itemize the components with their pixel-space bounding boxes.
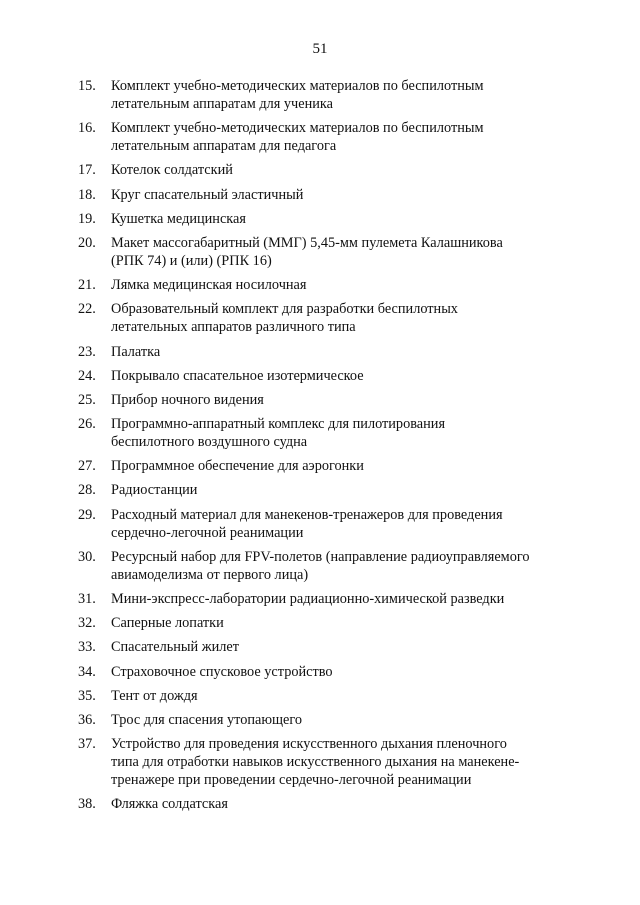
- list-item-number: 21.: [78, 277, 96, 294]
- list-item-text: [111, 506, 578, 542]
- list-item: [78, 457, 578, 475]
- list-item-text-line: Спасательный жилет: [111, 639, 240, 656]
- list-item: [78, 590, 578, 608]
- list-item: [78, 687, 578, 705]
- list-item-text-line: авиамоделизма от первого лица): [111, 566, 309, 583]
- list-item-text-line: Мини-экспресс-лаборатории радиационно-химической разведки: [111, 591, 505, 607]
- list-item: [78, 391, 578, 409]
- list-item-text-line: Кушетка медицинская: [111, 210, 246, 227]
- list-item-text-line: сердечно-легочной реанимации: [111, 524, 304, 541]
- equipment-list: [78, 77, 578, 820]
- list-item-text: [111, 161, 578, 179]
- list-item-text: [111, 300, 578, 336]
- list-item: [78, 638, 578, 656]
- list-item-number: 17.: [78, 162, 96, 179]
- list-item: [78, 300, 578, 336]
- list-item-text-line: Страховочное спусковое устройство: [111, 663, 333, 680]
- list-item-text: [111, 590, 578, 608]
- list-item: [78, 119, 578, 155]
- list-item: [78, 343, 578, 361]
- list-item-number: 31.: [78, 591, 96, 607]
- list-item-text: [111, 343, 578, 361]
- list-item-number: 19.: [78, 210, 96, 227]
- list-item: [78, 77, 578, 113]
- list-item-text: [111, 210, 578, 228]
- list-item-text: [111, 638, 578, 656]
- list-item-text: [111, 77, 578, 113]
- list-item-text: [111, 234, 578, 270]
- list-item-number: 26.: [78, 416, 96, 433]
- list-item-text-line: Макет массогабаритный (ММГ) 5,45-мм пулемета Калашникова: [111, 234, 503, 251]
- list-item-text: [111, 186, 578, 204]
- list-item-text-line: летательным аппаратам для ученика: [111, 96, 333, 112]
- list-item-text: [111, 687, 578, 705]
- list-item: [78, 614, 578, 632]
- list-item-number: 38.: [78, 796, 96, 813]
- list-item-text: [111, 481, 578, 499]
- list-item-text-line: Фляжка солдатская: [111, 796, 228, 813]
- list-item-number: 33.: [78, 639, 96, 656]
- list-item-number: 22.: [78, 301, 96, 318]
- list-item-number: 32.: [78, 615, 96, 632]
- list-item-text-line: Ресурсный набор для FPV-полетов (направление радиоуправляемого: [111, 548, 530, 565]
- list-item-text: [111, 276, 578, 294]
- list-item: [78, 711, 578, 729]
- list-item: [78, 210, 578, 228]
- list-item-text-line: Саперные лопатки: [111, 615, 224, 632]
- list-item-number: 23.: [78, 343, 96, 360]
- list-item: [78, 161, 578, 179]
- list-item-text-line: (РПК 74) и (или) (РПК 16): [111, 252, 272, 269]
- list-item: [78, 795, 578, 813]
- list-item-text: [111, 795, 578, 813]
- list-item: [78, 481, 578, 499]
- list-item-text-line: Устройство для проведения искусственного дыхания пленочного: [111, 736, 507, 753]
- list-item-number: 18.: [78, 186, 96, 203]
- list-item-text: [111, 711, 578, 729]
- list-item-text-line: Покрывало спасательное изотермическое: [111, 367, 364, 384]
- list-item: [78, 276, 578, 294]
- list-item: [78, 506, 578, 542]
- list-item-text: [111, 457, 578, 475]
- list-item-text: [111, 415, 578, 451]
- list-item-text-line: летательных аппаратов различного типа: [111, 319, 356, 336]
- list-item-number: 34.: [78, 663, 96, 680]
- list-item-text-line: Комплект учебно-методических материалов по беспилотным: [111, 120, 484, 137]
- list-item-number: 16.: [78, 120, 96, 137]
- list-item-text-line: Круг спасательный эластичный: [111, 186, 304, 203]
- list-item-text-line: Котелок солдатский: [111, 162, 233, 179]
- list-item-text-line: Радиостанции: [111, 482, 198, 499]
- list-item: [78, 735, 578, 789]
- list-item-text: [111, 548, 578, 584]
- list-item-number: 15.: [78, 78, 96, 94]
- list-item: [78, 367, 578, 385]
- list-item: [78, 186, 578, 204]
- list-item: [78, 663, 578, 681]
- list-item-number: 37.: [78, 736, 96, 753]
- list-item-text: [111, 367, 578, 385]
- list-item-text: [111, 663, 578, 681]
- list-item-number: 29.: [78, 506, 96, 523]
- list-item-text-line: Лямка медицинская носилочная: [111, 277, 307, 294]
- list-item-text: [111, 735, 578, 789]
- list-item-text: [111, 391, 578, 409]
- list-item-text-line: Комплект учебно-методических материалов по беспилотным: [111, 78, 484, 94]
- list-item-text-line: Образовательный комплект для разработки беспилотных: [111, 301, 458, 318]
- list-item-text-line: типа для отработки навыков искусственного дыхания на манекене-: [111, 754, 520, 771]
- list-item-text-line: Палатка: [111, 343, 161, 360]
- list-item-text: [111, 119, 578, 155]
- list-item-number: 28.: [78, 482, 96, 499]
- list-item: [78, 415, 578, 451]
- list-item: [78, 234, 578, 270]
- list-item-text-line: Программное обеспечение для аэрогонки: [111, 458, 364, 475]
- list-item: [78, 548, 578, 584]
- list-item-number: 24.: [78, 367, 96, 384]
- list-item-number: 20.: [78, 234, 96, 251]
- list-item-text-line: Расходный материал для манекенов-тренажеров для проведения: [111, 506, 503, 523]
- list-item-number: 36.: [78, 711, 96, 728]
- list-item-text-line: летательным аппаратам для педагога: [111, 138, 337, 155]
- list-item-number: 30.: [78, 548, 96, 565]
- list-item-text-line: Прибор ночного видения: [111, 391, 264, 408]
- list-item-text-line: тренажере при проведении сердечно-легочной реанимации: [111, 772, 472, 789]
- list-item-text-line: Тент от дождя: [111, 687, 198, 704]
- list-item-text-line: Программно-аппаратный комплекс для пилотирования: [111, 416, 446, 433]
- list-item-text: [111, 614, 578, 632]
- page-number: 51: [312, 41, 328, 57]
- list-item-number: 35.: [78, 687, 96, 704]
- list-item-text-line: беспилотного воздушного судна: [111, 434, 308, 451]
- list-item-text-line: Трос для спасения утопающего: [111, 711, 303, 728]
- list-item-number: 25.: [78, 391, 96, 408]
- list-item-number: 27.: [78, 458, 96, 475]
